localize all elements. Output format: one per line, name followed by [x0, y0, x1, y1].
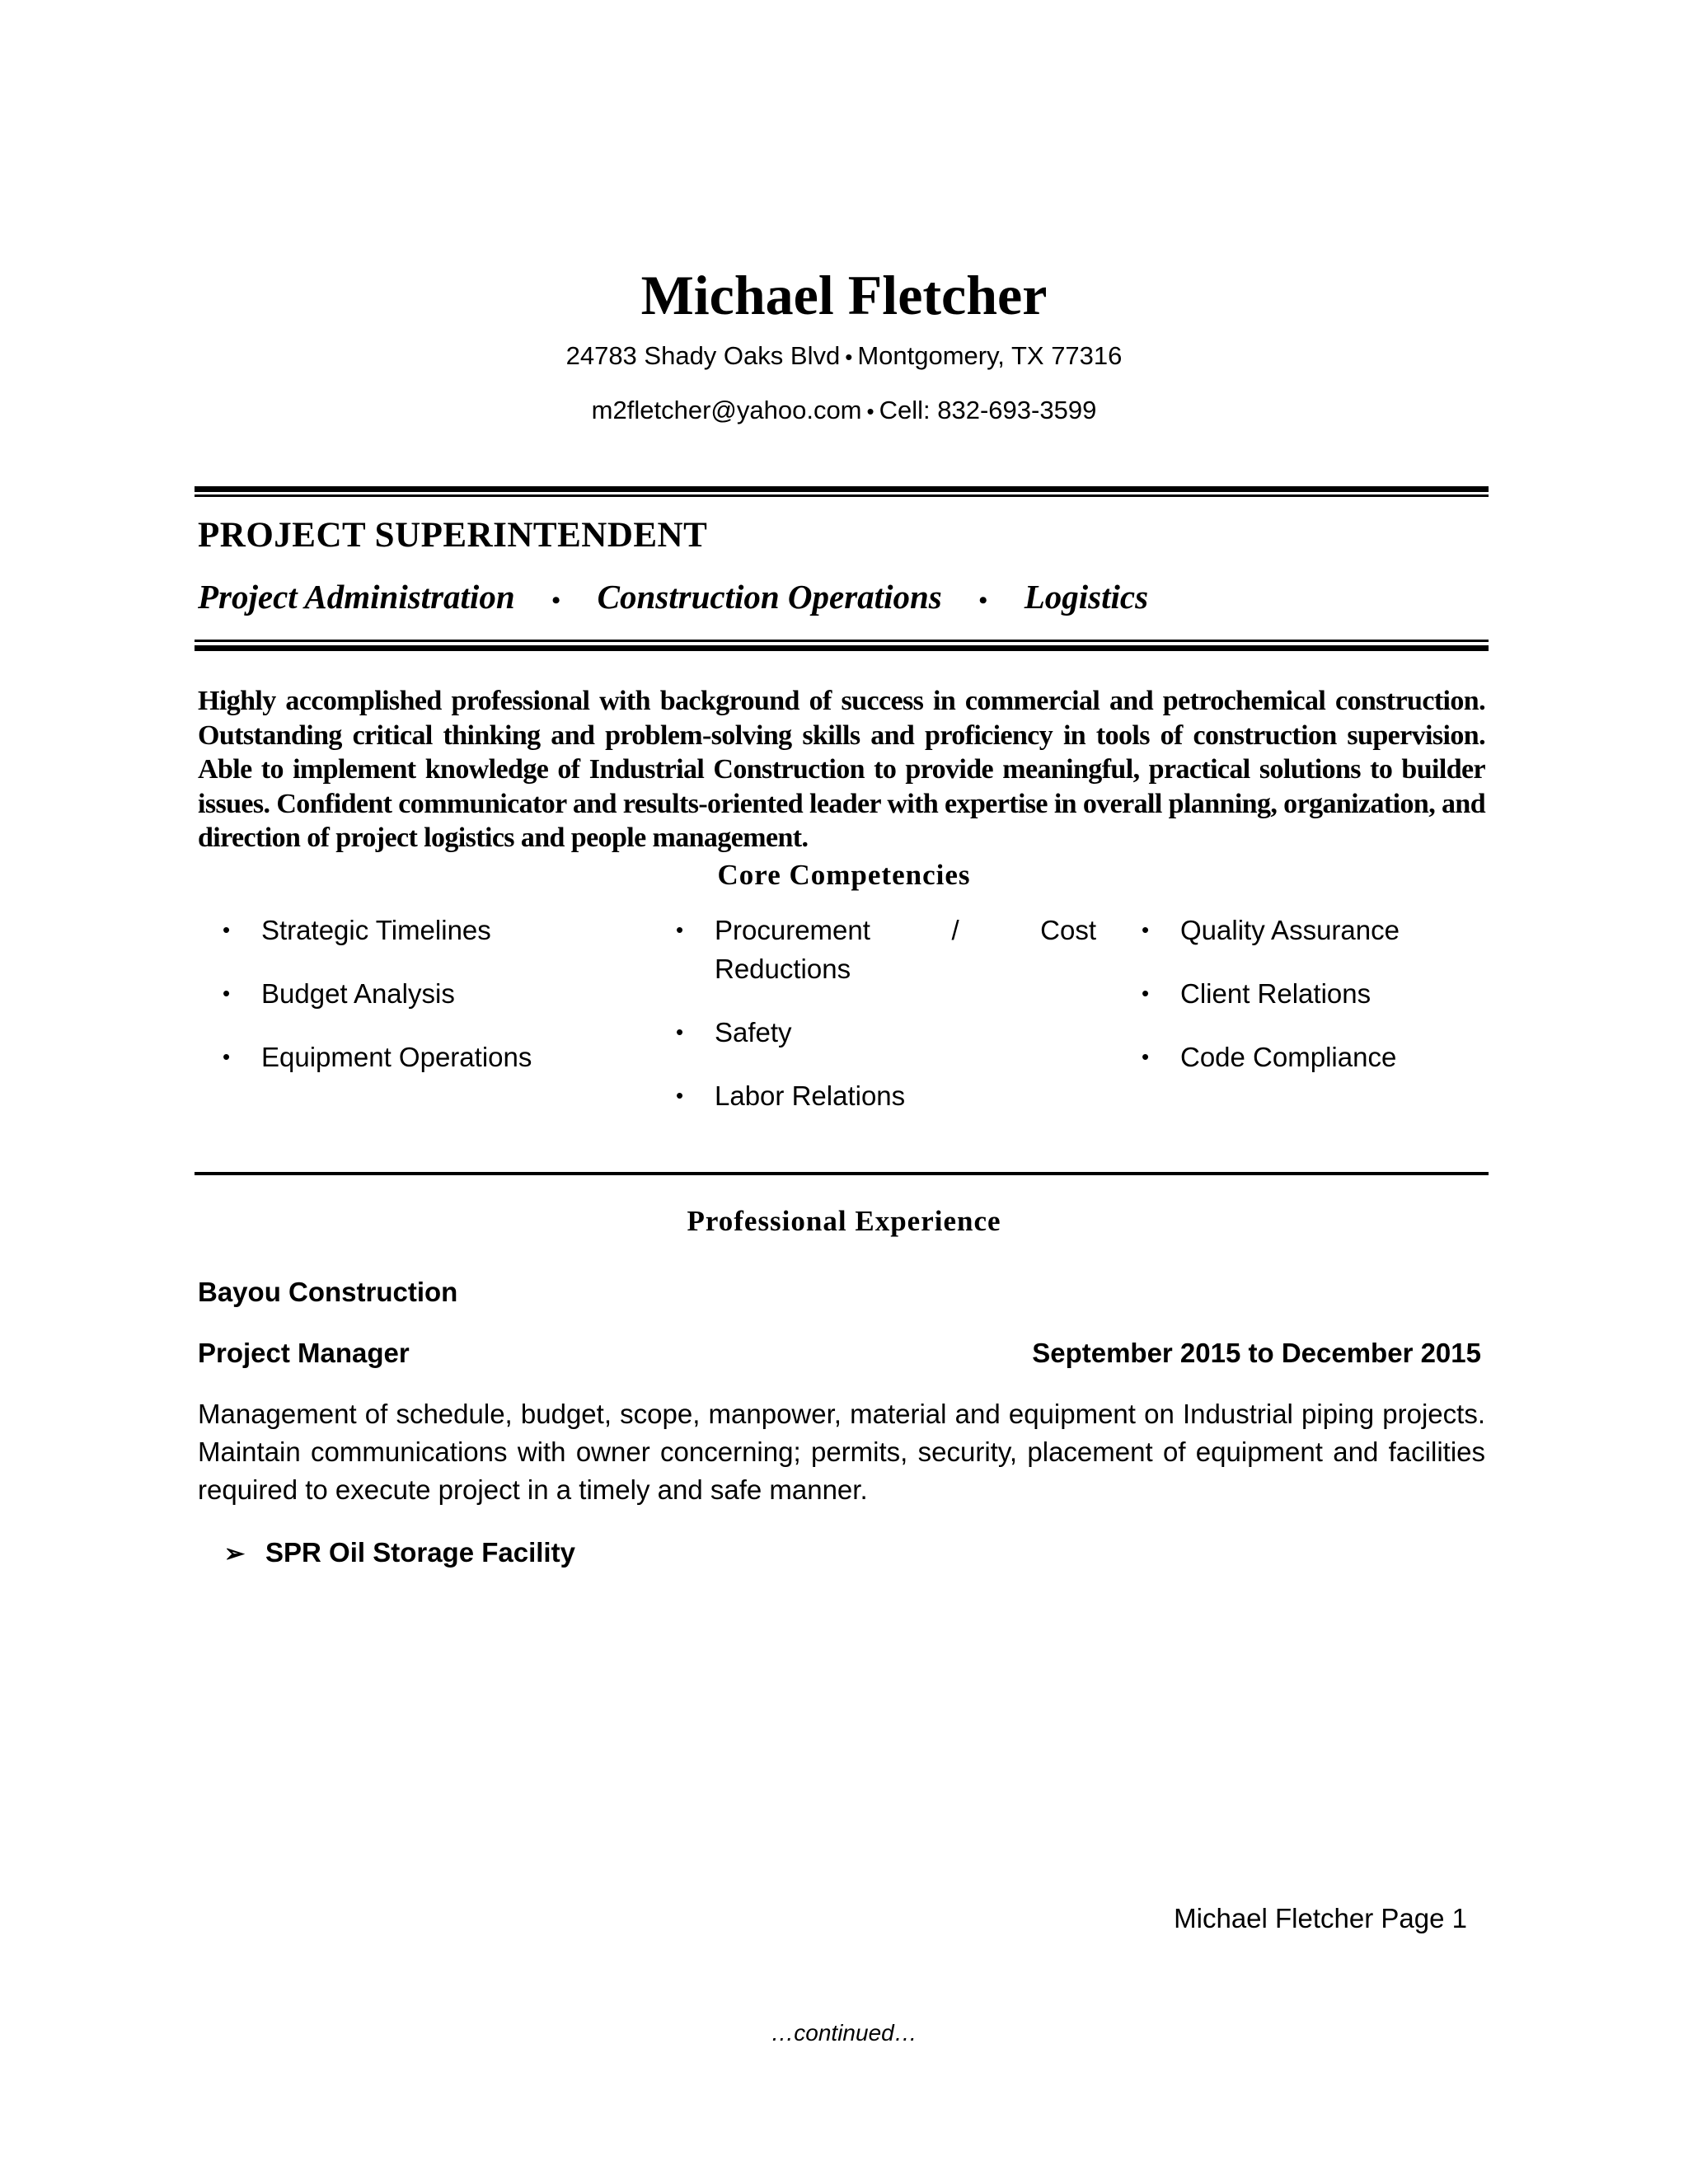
cell-phone: Cell: 832-693-3599	[879, 396, 1097, 424]
competency-item: • Code Compliance	[1118, 1038, 1498, 1076]
competency-item: • Equipment Operations	[199, 1038, 628, 1076]
separator-dot: •	[866, 399, 874, 424]
separator-dot: •	[845, 344, 853, 369]
separator-dot: •	[978, 587, 987, 614]
candidate-name: Michael Fletcher	[640, 264, 1048, 326]
competencies-column-1	[199, 911, 628, 1101]
project-name: SPR Oil Storage Facility	[265, 1537, 575, 1568]
separator-dot: •	[551, 587, 560, 614]
bullet-icon: •	[223, 1044, 231, 1069]
header-divider-top	[195, 486, 1489, 492]
project-item	[224, 1535, 575, 1572]
headline-divider-thin	[195, 640, 1489, 642]
company-name: Bayou Construction	[198, 1277, 458, 1307]
page-footer-label: Michael Fletcher Page 1	[1174, 1903, 1467, 1933]
competencies-column-3	[1118, 911, 1498, 1101]
competencies-column-2	[653, 911, 1096, 1140]
focus-construction-operations: Construction Operations	[597, 578, 942, 616]
competency-item: • Labor Relations	[653, 1076, 1096, 1115]
bullet-icon: •	[1142, 981, 1150, 1005]
header-divider-top-thin	[195, 494, 1489, 497]
focus-areas	[198, 574, 1492, 624]
address-line	[0, 340, 1688, 373]
job-description: Management of schedule, budget, scope, manpower, material and equipment on Industrial piping projects. Maintain communications with owner concerning; permits, security, placement of equipment and facilities required to execute project in a timely and safe manner.	[198, 1399, 1485, 1505]
competency-item: • Safety	[653, 1013, 1096, 1052]
bullet-icon: •	[676, 917, 684, 942]
employment-dates: September 2015 to December 2015	[1032, 1338, 1481, 1368]
continued-note: …continued…	[771, 2020, 917, 2046]
professional-summary: Highly accomplished professional with background of success in commercial and petrochemical construction. Outstanding critical thinking and problem-solving skills and proficiency in tools of construction supervision. Able to implement knowledge of Industrial Construction to provide meaningful, practical solutions to builder issues. Confident communicator and results-oriented leader with expertise in overall planning, organization, and direction of project logistics and people management.	[198, 686, 1486, 853]
city-state-zip: Montgomery, TX 77316	[857, 341, 1123, 370]
experience-divider	[195, 1172, 1489, 1175]
competency-item: • Budget Analysis	[199, 974, 628, 1013]
bullet-icon: •	[1142, 1044, 1150, 1069]
street-address: 24783 Shady Oaks Blvd	[565, 341, 841, 370]
bullet-icon: •	[676, 1083, 684, 1108]
bullet-icon: •	[223, 981, 231, 1005]
job-title-headline: PROJECT SUPERINTENDENT	[198, 516, 708, 555]
focus-project-administration: Project Administration	[198, 578, 515, 616]
competency-item: • Quality Assurance	[1118, 911, 1498, 949]
competency-item: • Strategic Timelines	[199, 911, 628, 949]
bullet-icon: •	[676, 1019, 684, 1044]
job-role: Project Manager	[198, 1338, 410, 1368]
competency-item: • Client Relations	[1118, 974, 1498, 1013]
core-competencies-heading: Core Competencies	[717, 859, 971, 891]
email-link[interactable]: m2fletcher@yahoo.com	[591, 396, 862, 424]
headline-divider-bottom	[195, 645, 1489, 651]
bullet-icon: •	[1142, 917, 1150, 942]
competency-item: • Procurement / Cost Reductions	[653, 911, 1096, 988]
professional-experience-heading: Professional Experience	[687, 1205, 1001, 1237]
contact-line	[0, 394, 1688, 428]
bullet-icon: •	[223, 917, 231, 942]
focus-logistics: Logistics	[1024, 578, 1149, 616]
arrow-bullet-icon: ➢	[224, 1540, 246, 1568]
